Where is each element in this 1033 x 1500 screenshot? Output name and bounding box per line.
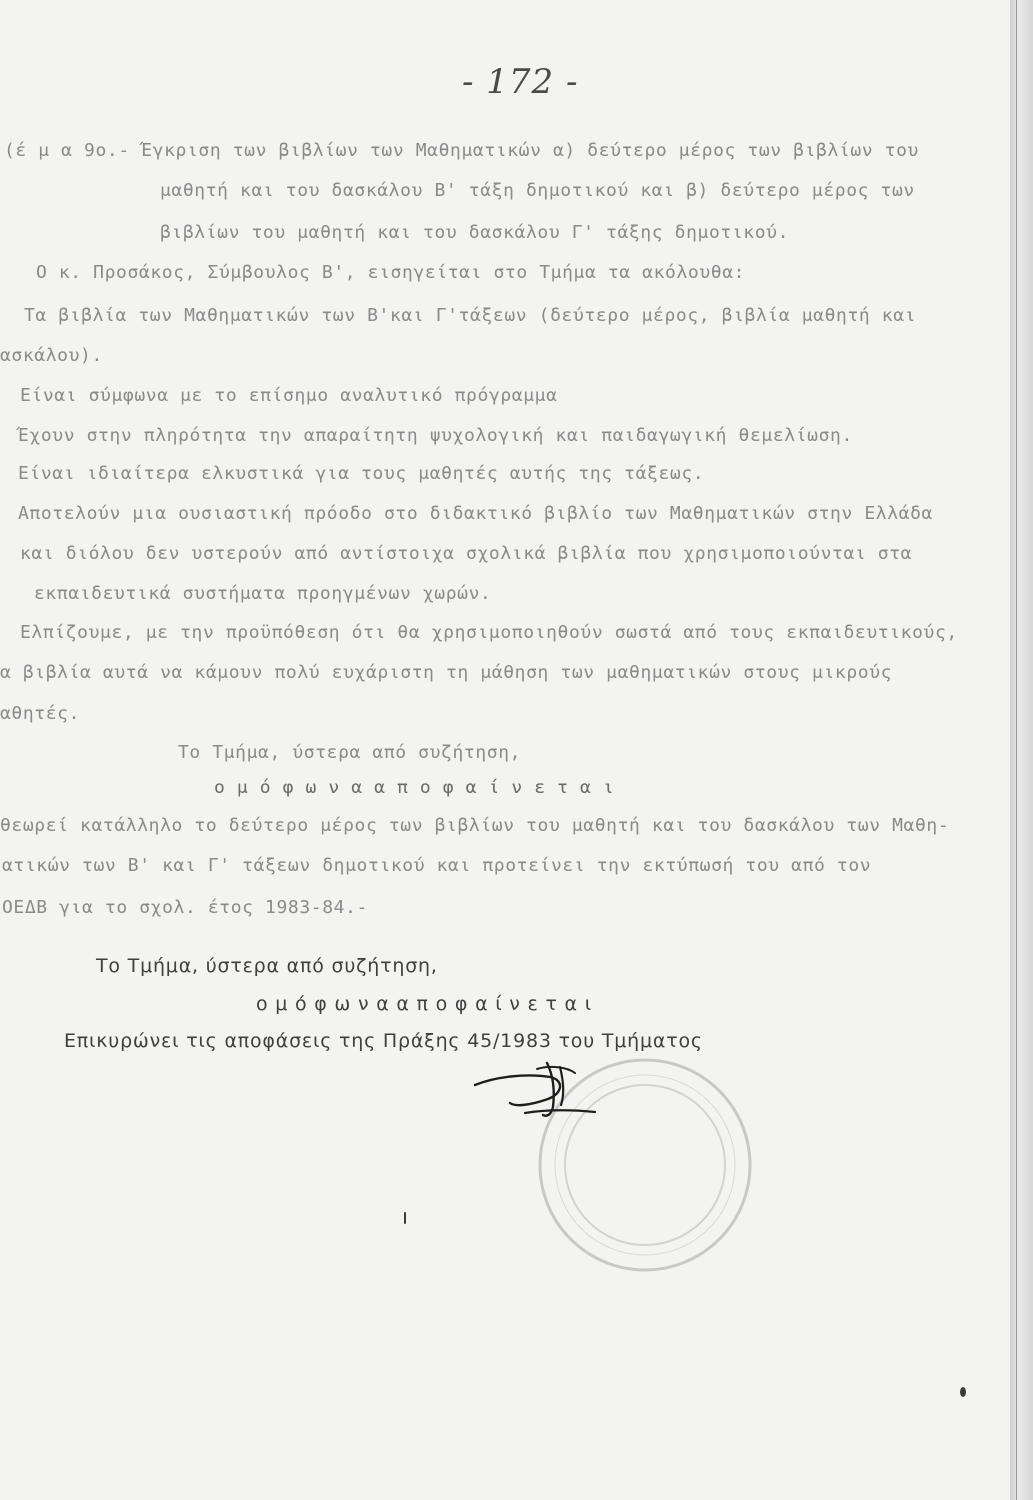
item-header-line-1: (έ μ α 9ο.- Έγκριση των βιβλίων των Μαθηματικών α) δεύτερο μέρος των βιβλίων του — [4, 140, 919, 161]
decision-1-unanimous: ο μ ό φ ω ν α α π ο φ α ί ν ε τ α ι — [214, 777, 615, 798]
report-line-12: αθητές. — [0, 703, 81, 724]
report-line-1: Ο κ. Προσάκος, Σύμβουλος Β', εισηγείται στο Τμήμα τα ακόλουθα: — [36, 262, 746, 283]
report-line-5: Έχουν στην πληρότητα την απαραίτητη ψυχολογική και παιδαγωγική θεμελίωση. — [18, 425, 853, 446]
ink-mark — [404, 1212, 406, 1224]
scan-edge — [1010, 0, 1033, 1500]
report-line-10: Ελπίζουμε, με την προϋπόθεση ότι θα χρησιμοποιηθούν σωστά από τους εκπαιδευτικούς, — [20, 622, 958, 643]
decision-1-intro: Το Τμήμα, ύστερα από συζήτηση, — [178, 742, 522, 763]
decision-1-line-2: ατικών των Β' και Γ' τάξεων δημοτικού και προτείνει την εκτύπωσή του από τον — [2, 855, 872, 876]
decision-2-unanimous: ο μ ό φ ω ν α α π ο φ α ί ν ε τ α ι — [256, 993, 592, 1015]
report-line-2: Τα βιβλία των Μαθηματικών των Β'και Γ'τάξεων (δεύτερο μέρος, βιβλία μαθητή και — [24, 305, 917, 326]
report-line-8: και διόλου δεν υστερούν από αντίστοιχα σχολικά βιβλία που χρησιμοποιούνται στα — [20, 543, 913, 564]
decision-2-line: Επικυρώνει τις αποφάσεις της Πράξης 45/1983 του Τμήματος — [64, 1030, 703, 1052]
report-line-9: εκπαιδευτικά συστήματα προηγμένων χωρών. — [34, 583, 492, 604]
signature — [455, 1055, 625, 1135]
decision-1-line-3: ΟΕΔΒ για το σχολ. έτος 1983-84.- — [2, 897, 368, 918]
item-header-line-2: μαθητή και του δασκάλου Β' τάξη δημοτικού και β) δεύτερο μέρος των — [160, 180, 915, 201]
report-line-3: ασκάλου). — [0, 345, 103, 366]
decision-1-line-1: θεωρεί κατάλληλο το δεύτερο μέρος των βιβλίων του μαθητή και του δασκάλου των Μαθη- — [0, 815, 950, 836]
report-line-7: Αποτελούν μια ουσιαστική πρόοδο στο διδακτικό βιβλίο των Μαθηματικών στην Ελλάδα — [18, 503, 933, 524]
item-header-line-3: βιβλίων του μαθητή και του δασκάλου Γ' τάξης δημοτικού. — [160, 222, 790, 243]
page-number: - 172 - — [462, 62, 579, 102]
report-line-6: Είναι ιδιαίτερα ελκυστικά για τους μαθητές αυτής της τάξεως. — [18, 463, 705, 484]
report-line-11: α βιβλία αυτά να κάμουν πολύ ευχάριστη τη μάθηση των μαθηματικών στους μικρούς — [0, 662, 893, 683]
ink-dot — [960, 1387, 966, 1397]
report-line-4: Είναι σύμφωνα με το επίσημο αναλυτικό πρόγραμμα — [20, 385, 558, 406]
decision-2-intro: Το Τμήμα, ύστερα από συζήτηση, — [96, 955, 438, 977]
